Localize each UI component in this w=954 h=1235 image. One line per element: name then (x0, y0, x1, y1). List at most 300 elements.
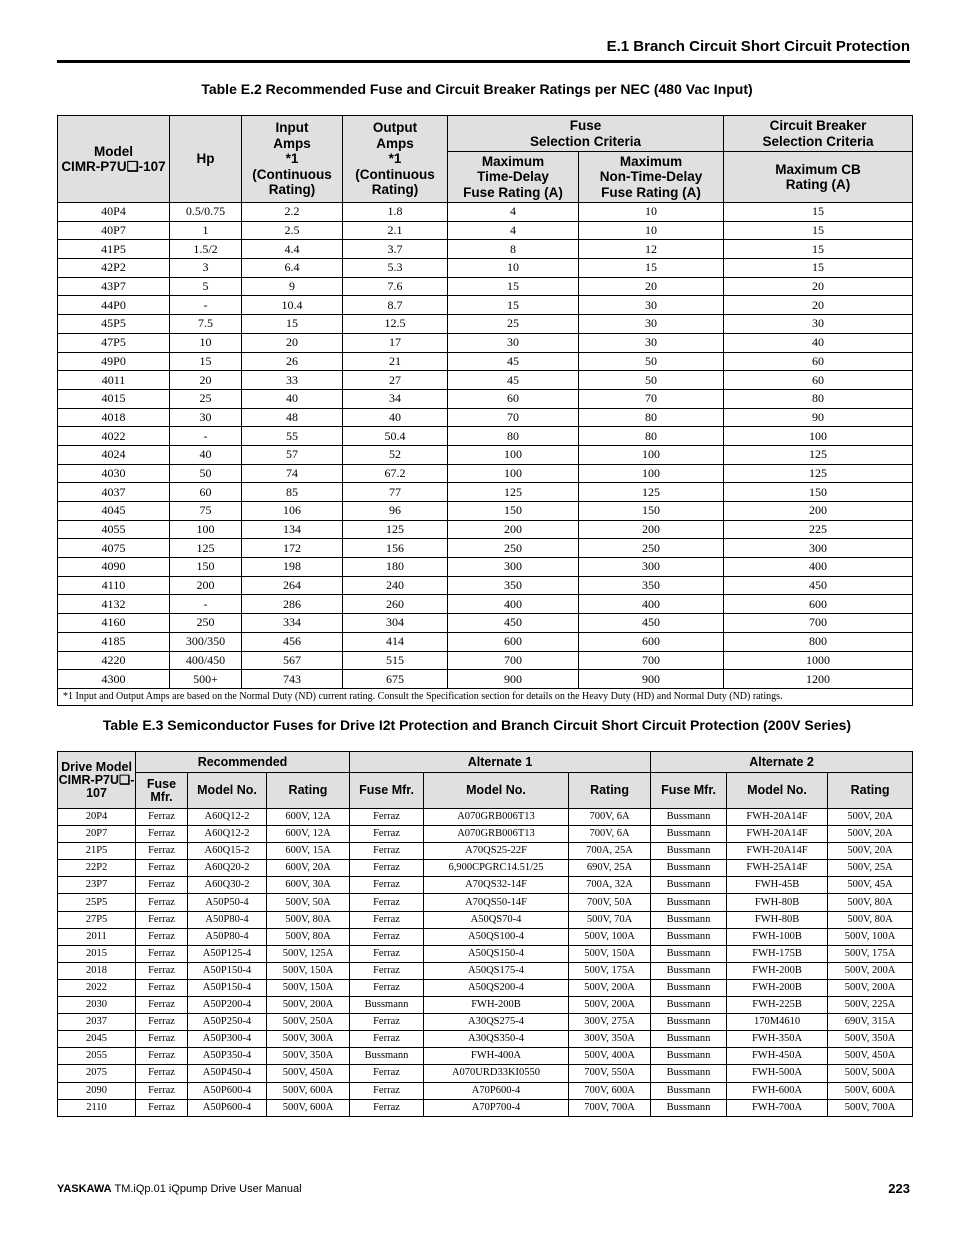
table-row (58, 595, 913, 614)
table-cell: 20 (170, 371, 242, 390)
table-row (58, 371, 913, 390)
table-cell: 414 (343, 632, 448, 651)
table-cell: FWH-700A (727, 1099, 828, 1116)
table-row (58, 445, 913, 464)
table-cell: 25P5 (58, 894, 136, 911)
recommended-header: Recommended (136, 752, 350, 773)
table-cell: 100 (170, 520, 242, 539)
table-cell: Bussmann (651, 1099, 727, 1116)
table-cell: 2.2 (242, 203, 343, 222)
table-cell: Ferraz (350, 962, 424, 979)
table-cell: Ferraz (136, 1031, 188, 1048)
table-cell: 6,900CPGRC14.51/25 (424, 860, 569, 877)
table-cell: 1.8 (343, 203, 448, 222)
table-row (58, 203, 913, 222)
table-cell: 700A, 25A (569, 843, 651, 860)
table-cell: 10 (448, 259, 579, 278)
table-cell: 300V, 350A (569, 1031, 651, 1048)
table-cell: 700V, 6A (569, 809, 651, 826)
table-row (58, 502, 913, 521)
table-cell: 100 (579, 464, 724, 483)
table-e2-footnote: *1 Input and Output Amps are based on the Normal Duty (ND) current rating. Consult the Specification section for details on the Heavy Duty (HD) and Normal Duty (ND) ratings. (58, 688, 913, 705)
alt2-model-no-header: Model No. (727, 773, 828, 809)
table-cell: 3.7 (343, 240, 448, 259)
table-cell: 10 (579, 221, 724, 240)
table-cell: 43P7 (58, 277, 170, 296)
table-cell: 67.2 (343, 464, 448, 483)
table-cell: A50P300-4 (188, 1031, 267, 1048)
table-cell: 500V, 600A (828, 1082, 913, 1099)
table-cell: 600V, 12A (267, 809, 350, 826)
section-header (57, 36, 910, 63)
table-cell: A60Q12-2 (188, 826, 267, 843)
table-cell: A70QS50-14F (424, 894, 569, 911)
table-row (58, 614, 913, 633)
table-cell: 4018 (58, 408, 170, 427)
table-cell: Ferraz (136, 945, 188, 962)
alternate2-header: Alternate 2 (651, 752, 913, 773)
table-cell: 150 (579, 502, 724, 521)
table-cell: 12 (579, 240, 724, 259)
table-cell: 500V, 600A (267, 1082, 350, 1099)
model-header: Model CIMR-P7U❑-107 (58, 116, 170, 203)
table-cell: 150 (448, 502, 579, 521)
table-cell: 500V, 200A (569, 997, 651, 1014)
semiconductor-fuses-table (57, 751, 913, 1117)
table-cell: A50P450-4 (188, 1065, 267, 1082)
table-cell: 125 (170, 539, 242, 558)
table-cell: 2075 (58, 1065, 136, 1082)
table-cell: 2055 (58, 1048, 136, 1065)
table-cell: A50P50-4 (188, 894, 267, 911)
table-cell: Bussmann (651, 1031, 727, 1048)
alternate1-header: Alternate 1 (350, 752, 651, 773)
table-cell: Bussmann (651, 979, 727, 996)
footer-brand: YASKAWA (57, 1183, 112, 1195)
table-cell: 2037 (58, 1014, 136, 1031)
table-cell: 22P2 (58, 860, 136, 877)
table-cell: 4075 (58, 539, 170, 558)
table-cell: 9 (242, 277, 343, 296)
table-cell: 600 (448, 632, 579, 651)
table-cell: 515 (343, 651, 448, 670)
table-cell: A50QS100-4 (424, 928, 569, 945)
table-cell: FWH-20A14F (727, 826, 828, 843)
table-row (58, 483, 913, 502)
table-cell: Ferraz (350, 860, 424, 877)
table-cell: A070GRB006T13 (424, 809, 569, 826)
table-cell: 30 (170, 408, 242, 427)
table-row (58, 1014, 913, 1031)
table-cell: 80 (579, 427, 724, 446)
alt2-rating-header: Rating (828, 773, 913, 809)
table-cell: Bussmann (651, 843, 727, 860)
table-cell: 260 (343, 595, 448, 614)
table-cell: Ferraz (350, 1031, 424, 1048)
table-cell: 600 (724, 595, 913, 614)
table-cell: Ferraz (136, 826, 188, 843)
table-row (58, 1065, 913, 1082)
table-cell: Ferraz (350, 843, 424, 860)
table-cell: 125 (343, 520, 448, 539)
table-cell: 450 (724, 576, 913, 595)
table-cell: A50QS200-4 (424, 979, 569, 996)
table-cell: A50P80-4 (188, 928, 267, 945)
table-cell: 2110 (58, 1099, 136, 1116)
table-row (58, 408, 913, 427)
table-cell: 134 (242, 520, 343, 539)
table-cell: FWH-225B (727, 997, 828, 1014)
table-cell: 20 (242, 333, 343, 352)
table-cell: 1 (170, 221, 242, 240)
table-cell: Ferraz (350, 826, 424, 843)
table-cell: 264 (242, 576, 343, 595)
cb-selection-header: Circuit Breaker Selection Criteria (724, 116, 913, 152)
table-cell: 45P5 (58, 315, 170, 334)
table-row (58, 843, 913, 860)
table-cell: Ferraz (350, 1082, 424, 1099)
table-cell: 40P7 (58, 221, 170, 240)
table-cell: 500V, 200A (828, 979, 913, 996)
table-cell: 2011 (58, 928, 136, 945)
table-cell: Bussmann (350, 1048, 424, 1065)
table-cell: 180 (343, 558, 448, 577)
table-cell: A50P150-4 (188, 979, 267, 996)
table-cell: 30 (579, 315, 724, 334)
table-cell: 700A, 32A (569, 877, 651, 894)
table-cell: 400 (579, 595, 724, 614)
table-cell: 500V, 250A (267, 1014, 350, 1031)
table-cell: 500V, 600A (267, 1099, 350, 1116)
table-cell: 800 (724, 632, 913, 651)
table-cell: 150 (170, 558, 242, 577)
table-cell: 4 (448, 203, 579, 222)
table-cell: 17 (343, 333, 448, 352)
table-cell: 1000 (724, 651, 913, 670)
table-cell: 40 (343, 408, 448, 427)
section-title: E.1 Branch Circuit Short Circuit Protection (606, 38, 910, 55)
table-row (58, 997, 913, 1014)
table-cell: 77 (343, 483, 448, 502)
table-cell: 20P7 (58, 826, 136, 843)
table-cell: 48 (242, 408, 343, 427)
table-cell: Ferraz (136, 809, 188, 826)
table-cell: 700V, 6A (569, 826, 651, 843)
table-cell: 40 (170, 445, 242, 464)
table-cell: 700 (724, 614, 913, 633)
table-cell: 49P0 (58, 352, 170, 371)
table-cell: 75 (170, 502, 242, 521)
table-cell: 600V, 20A (267, 860, 350, 877)
table-cell: 4300 (58, 670, 170, 689)
table-cell: 500V, 70A (569, 911, 651, 928)
table-cell: 20P4 (58, 809, 136, 826)
table-cell: Bussmann (651, 809, 727, 826)
table-cell: 1200 (724, 670, 913, 689)
table-cell: 42P2 (58, 259, 170, 278)
footer-manual (57, 1183, 302, 1195)
table-cell: 500V, 400A (569, 1048, 651, 1065)
rec-rating-header: Rating (267, 773, 350, 809)
table-cell: 2015 (58, 945, 136, 962)
table-cell: FWH-200B (727, 979, 828, 996)
table-cell: A50P80-4 (188, 911, 267, 928)
table-cell: A070GRB006T13 (424, 826, 569, 843)
table-cell: 15 (724, 259, 913, 278)
table-row (58, 464, 913, 483)
table-cell: Bussmann (651, 1082, 727, 1099)
table-row (58, 1031, 913, 1048)
table-cell: 240 (343, 576, 448, 595)
table-cell: Bussmann (651, 894, 727, 911)
table-cell: FWH-45B (727, 877, 828, 894)
table-cell: 50 (170, 464, 242, 483)
table-cell: 52 (343, 445, 448, 464)
table-cell: 500V, 100A (569, 928, 651, 945)
table-cell: 700V, 50A (569, 894, 651, 911)
fuse-selection-header: Fuse Selection Criteria (448, 116, 724, 152)
table-cell: Ferraz (350, 945, 424, 962)
table-cell: 30 (579, 296, 724, 315)
table-cell: 5 (170, 277, 242, 296)
table-cell: 50 (579, 352, 724, 371)
table-cell: Bussmann (651, 997, 727, 1014)
table-cell: Ferraz (136, 1014, 188, 1031)
table-cell: FWH-175B (727, 945, 828, 962)
table-cell: Bussmann (651, 945, 727, 962)
table-cell: 2.5 (242, 221, 343, 240)
table-cell: 4037 (58, 483, 170, 502)
table-row (58, 877, 913, 894)
table-cell: 50 (579, 371, 724, 390)
table-cell: 2018 (58, 962, 136, 979)
table-cell: A60Q30-2 (188, 877, 267, 894)
table-cell: FWH-600A (727, 1082, 828, 1099)
table-cell: 100 (579, 445, 724, 464)
table-cell: 456 (242, 632, 343, 651)
table-row (58, 277, 913, 296)
table-cell: 600V, 12A (267, 826, 350, 843)
table-cell: 700 (579, 651, 724, 670)
table-cell: A50P150-4 (188, 962, 267, 979)
table-cell: 200 (579, 520, 724, 539)
table-row (58, 945, 913, 962)
table-cell: - (170, 427, 242, 446)
table-cell: 33 (242, 371, 343, 390)
table-cell: 4090 (58, 558, 170, 577)
table-cell: 600V, 30A (267, 877, 350, 894)
table-cell: A70P600-4 (424, 1082, 569, 1099)
table-row (58, 315, 913, 334)
table-row (58, 809, 913, 826)
table-cell: A50P600-4 (188, 1099, 267, 1116)
table-row (58, 1082, 913, 1099)
table-cell: 40 (242, 389, 343, 408)
table-cell: 700 (448, 651, 579, 670)
table-cell: 350 (579, 576, 724, 595)
table-cell: A50P350-4 (188, 1048, 267, 1065)
table-cell: 500V, 45A (828, 877, 913, 894)
table-cell: 900 (579, 670, 724, 689)
table-cell: Ferraz (136, 979, 188, 996)
table-cell: 26 (242, 352, 343, 371)
table-cell: FWH-450A (727, 1048, 828, 1065)
table-cell: 41P5 (58, 240, 170, 259)
alt2-fuse-mfr-header: Fuse Mfr. (651, 773, 727, 809)
input-amps-header: Input Amps *1 (Continuous Rating) (242, 116, 343, 203)
table-cell: 4024 (58, 445, 170, 464)
table-cell: 30 (448, 333, 579, 352)
table-cell: 170M4610 (727, 1014, 828, 1031)
table-cell: 47P5 (58, 333, 170, 352)
table-cell: Bussmann (651, 911, 727, 928)
table-cell: 400 (448, 595, 579, 614)
table-cell: 450 (579, 614, 724, 633)
table-cell: 500V, 350A (267, 1048, 350, 1065)
table-cell: Ferraz (350, 928, 424, 945)
rec-fuse-mfr-header: Fuse Mfr. (136, 773, 188, 809)
table-cell: 4045 (58, 502, 170, 521)
table-cell: 8.7 (343, 296, 448, 315)
table-cell: 5.3 (343, 259, 448, 278)
table-cell: Ferraz (136, 1048, 188, 1065)
table-cell: 250 (579, 539, 724, 558)
table-cell: 500V, 100A (828, 928, 913, 945)
table-cell: A30QS275-4 (424, 1014, 569, 1031)
table-cell: 27 (343, 371, 448, 390)
output-amps-header: Output Amps *1 (Continuous Rating) (343, 116, 448, 203)
table-cell: FWH-200B (424, 997, 569, 1014)
table-cell: 85 (242, 483, 343, 502)
table-cell: 12.5 (343, 315, 448, 334)
table-cell: Bussmann (651, 860, 727, 877)
table-cell: 70 (579, 389, 724, 408)
footer-manual-title: TM.iQp.01 iQpump Drive User Manual (114, 1183, 302, 1195)
table-cell: 15 (448, 277, 579, 296)
alt1-rating-header: Rating (569, 773, 651, 809)
table-cell: A70QS25-22F (424, 843, 569, 860)
table-row (58, 911, 913, 928)
table-cell: 334 (242, 614, 343, 633)
table-cell: 45 (448, 371, 579, 390)
table-cell: Ferraz (136, 877, 188, 894)
table-cell: 500V, 500A (828, 1065, 913, 1082)
table-cell: Ferraz (136, 962, 188, 979)
table-cell: A70QS32-14F (424, 877, 569, 894)
table-cell: Ferraz (136, 894, 188, 911)
page-number: 223 (888, 1181, 910, 1196)
table-cell: 500V, 175A (828, 945, 913, 962)
table-cell: FWH-100B (727, 928, 828, 945)
table-cell: 200 (724, 502, 913, 521)
table-cell: 7.6 (343, 277, 448, 296)
table-cell: 40P4 (58, 203, 170, 222)
table-cell: A60Q15-2 (188, 843, 267, 860)
table-cell: 60 (170, 483, 242, 502)
table-cell: 500V, 450A (267, 1065, 350, 1082)
table-cell: FWH-350A (727, 1031, 828, 1048)
table-cell: 10.4 (242, 296, 343, 315)
alt1-model-no-header: Model No. (424, 773, 569, 809)
table-cell: 500V, 175A (569, 962, 651, 979)
table-cell: - (170, 296, 242, 315)
table-cell: - (170, 595, 242, 614)
table-cell: A50P125-4 (188, 945, 267, 962)
table-row (58, 221, 913, 240)
table-cell: 304 (343, 614, 448, 633)
table-row (58, 1048, 913, 1065)
table-row (58, 389, 913, 408)
table-cell: 80 (579, 408, 724, 427)
table-cell: Ferraz (350, 911, 424, 928)
table-cell: FWH-200B (727, 962, 828, 979)
table-cell: Ferraz (136, 1065, 188, 1082)
table-cell: 500V, 200A (267, 997, 350, 1014)
table-cell: 50.4 (343, 427, 448, 446)
table-cell: A50QS70-4 (424, 911, 569, 928)
table-cell: Bussmann (651, 1048, 727, 1065)
drive-model-header: Drive Model CIMR-P7U❑- 107 (58, 752, 136, 809)
table-cell: Ferraz (136, 928, 188, 945)
table-cell: 700V, 700A (569, 1099, 651, 1116)
table-cell: 100 (724, 427, 913, 446)
table-cell: Bussmann (651, 1014, 727, 1031)
table-cell: 500V, 25A (828, 860, 913, 877)
table-cell: 2022 (58, 979, 136, 996)
table-cell: 500V, 150A (267, 962, 350, 979)
table-cell: A50QS175-4 (424, 962, 569, 979)
table-cell: 250 (448, 539, 579, 558)
table-cell: 70 (448, 408, 579, 427)
table-cell: 300/350 (170, 632, 242, 651)
table-row (58, 558, 913, 577)
table-cell: Ferraz (136, 1099, 188, 1116)
table-cell: 4030 (58, 464, 170, 483)
table-cell: 500V, 50A (267, 894, 350, 911)
table-cell: 300 (724, 539, 913, 558)
table-cell: 4185 (58, 632, 170, 651)
table-cell: 30 (724, 315, 913, 334)
table-cell: 500V, 200A (828, 962, 913, 979)
table-row (58, 240, 913, 259)
table-cell: 4160 (58, 614, 170, 633)
table-cell: 27P5 (58, 911, 136, 928)
table-cell: 20 (724, 296, 913, 315)
table-row (58, 427, 913, 446)
table-cell: 500V, 350A (828, 1031, 913, 1048)
table-cell: 198 (242, 558, 343, 577)
table-cell: 3 (170, 259, 242, 278)
table-cell: 25 (448, 315, 579, 334)
table-cell: 60 (724, 352, 913, 371)
table-cell: 2090 (58, 1082, 136, 1099)
table-cell: 172 (242, 539, 343, 558)
table-cell: 80 (448, 427, 579, 446)
table-cell: Ferraz (350, 894, 424, 911)
table-cell: 700V, 600A (569, 1082, 651, 1099)
table-cell: 125 (724, 445, 913, 464)
table-e3-caption: Table E.3 Semiconductor Fuses for Drive I2t Protection and Branch Circuit Short Circuit Protection (200V Series) (102, 717, 852, 733)
table-cell: 690V, 25A (569, 860, 651, 877)
table-cell: Ferraz (136, 843, 188, 860)
table-cell: 15 (724, 203, 913, 222)
table-cell: 675 (343, 670, 448, 689)
table-row (58, 979, 913, 996)
table-cell: 34 (343, 389, 448, 408)
table-cell: 25 (170, 389, 242, 408)
table-cell: 90 (724, 408, 913, 427)
table-cell: 15 (579, 259, 724, 278)
